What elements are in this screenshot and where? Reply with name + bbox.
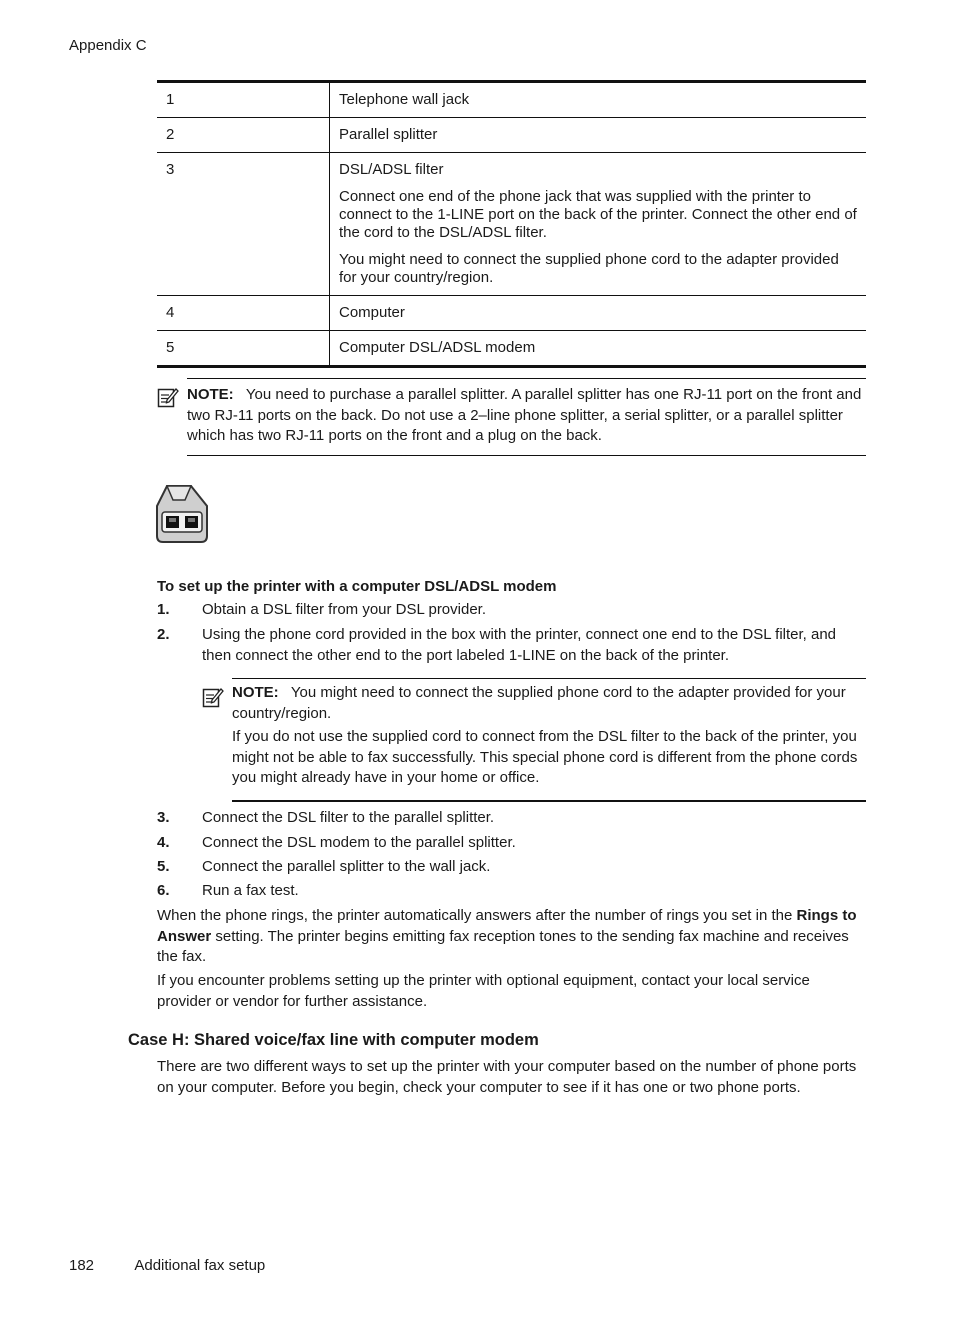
table-cell-description — [330, 331, 866, 365]
body-paragraph — [157, 906, 866, 968]
phone-jack-icon — [155, 484, 209, 546]
note-label: NOTE: — [232, 684, 279, 701]
step-number: 2. — [157, 626, 170, 643]
body-paragraph: There are two different ways to set up the printer with your computer based on the number of phone ports on your computer. Before you begin, check your computer to see if it has one or two phone ports. — [157, 1058, 857, 1096]
step-text: Obtain a DSL filter from your DSL provider. — [202, 601, 487, 618]
table-cell-text: Connect one end of the phone jack that was supplied with the printer to connect to the 1-LINE port on the back of the printer. Connect the other end of the cord to the DSL/ADSL filter. — [339, 188, 857, 241]
note-paragraph — [232, 683, 866, 724]
step-number: 6. — [157, 882, 170, 899]
step-text: Connect the DSL filter to the parallel splitter. — [202, 809, 495, 826]
step-text: Connect the parallel splitter to the wall jack. — [202, 858, 491, 875]
setting-name: Rings to Answer — [157, 907, 857, 945]
step-number: 4. — [157, 834, 170, 851]
table-cell-number: 2 — [157, 118, 330, 152]
step-number: 1. — [157, 601, 170, 618]
table-cell-text: You might need to connect the supplied phone cord to the adapter provided for your country/region. — [339, 251, 839, 286]
step-text: Using the phone cord provided in the box with the printer, connect one end to the DSL filter, and then connect the other end to the port labeled 1-LINE on the back of the printer. — [202, 626, 837, 664]
note-box — [157, 378, 866, 456]
table-cell-text: DSL/ADSL filter — [339, 161, 444, 178]
page-footer — [69, 1257, 265, 1274]
legend-table — [157, 80, 866, 368]
table-row — [157, 83, 866, 118]
note-body: You need to purchase a parallel splitter. A parallel splitter has one RJ-11 port on the front and two RJ-11 ports on the back. Do not use a 2–line phone splitter, a serial splitter, or a parallel splitter which has two RJ-11 ports on the front and a plug on the back. — [187, 386, 862, 444]
footer-title: Additional fax setup — [134, 1257, 266, 1274]
step-text: Connect the DSL modem to the parallel splitter. — [202, 834, 516, 851]
table-cell-text: Telephone wall jack — [339, 91, 470, 108]
table-cell-text: Parallel splitter — [339, 126, 438, 143]
table-cell-number: 3 — [157, 153, 330, 295]
table-cell-number: 1 — [157, 83, 330, 117]
page-header: Appendix C — [69, 37, 147, 54]
list-item — [157, 808, 866, 829]
note-label: NOTE: — [187, 386, 234, 403]
table-cell-description — [330, 118, 866, 152]
table-cell-text: Computer DSL/ADSL modem — [339, 339, 536, 356]
note-paragraph: If you do not use the supplied cord to connect from the DSL filter to the back of the printer, you might not be able to fax successfully. This special phone cord is different from the phone cords you might already have in your home or office. — [232, 728, 858, 786]
table-row — [157, 153, 866, 296]
note-box — [202, 678, 866, 802]
page-number: 182 — [69, 1257, 95, 1274]
table-row — [157, 296, 866, 331]
paragraph-text: setting. The printer begins emitting fax reception tones to the sending fax machine and receives the fax. — [157, 927, 849, 965]
table-cell-description — [330, 153, 866, 295]
table-cell-number: 4 — [157, 296, 330, 330]
body-paragraph: If you encounter problems setting up the printer with optional equipment, contact your local service provider or vendor for further assistance. — [157, 972, 810, 1010]
step-number: 3. — [157, 809, 170, 826]
table-cell-number: 5 — [157, 331, 330, 365]
list-item — [157, 625, 866, 666]
paragraph-text: When the phone rings, the printer automatically answers after the number of rings you set in the — [157, 907, 793, 924]
note-icon — [157, 386, 179, 408]
table-row — [157, 118, 866, 153]
note-text — [232, 678, 866, 802]
step-number: 5. — [157, 858, 170, 875]
section-heading: Case H: Shared voice/fax line with computer modem — [128, 1031, 539, 1049]
table-cell-text: Computer — [339, 304, 405, 321]
list-item — [157, 833, 866, 854]
procedure-title: To set up the printer with a computer DSL/ADSL modem — [157, 578, 557, 595]
list-item — [157, 857, 866, 878]
list-item — [157, 600, 866, 621]
step-text: Run a fax test. — [202, 882, 299, 899]
list-item — [157, 881, 866, 902]
table-cell-description — [330, 83, 866, 117]
note-icon — [202, 686, 224, 708]
table-row — [157, 331, 866, 365]
note-text — [187, 378, 866, 456]
table-cell-description — [330, 296, 866, 330]
note-body: You might need to connect the supplied phone cord to the adapter provided for your country/region. — [232, 684, 846, 722]
